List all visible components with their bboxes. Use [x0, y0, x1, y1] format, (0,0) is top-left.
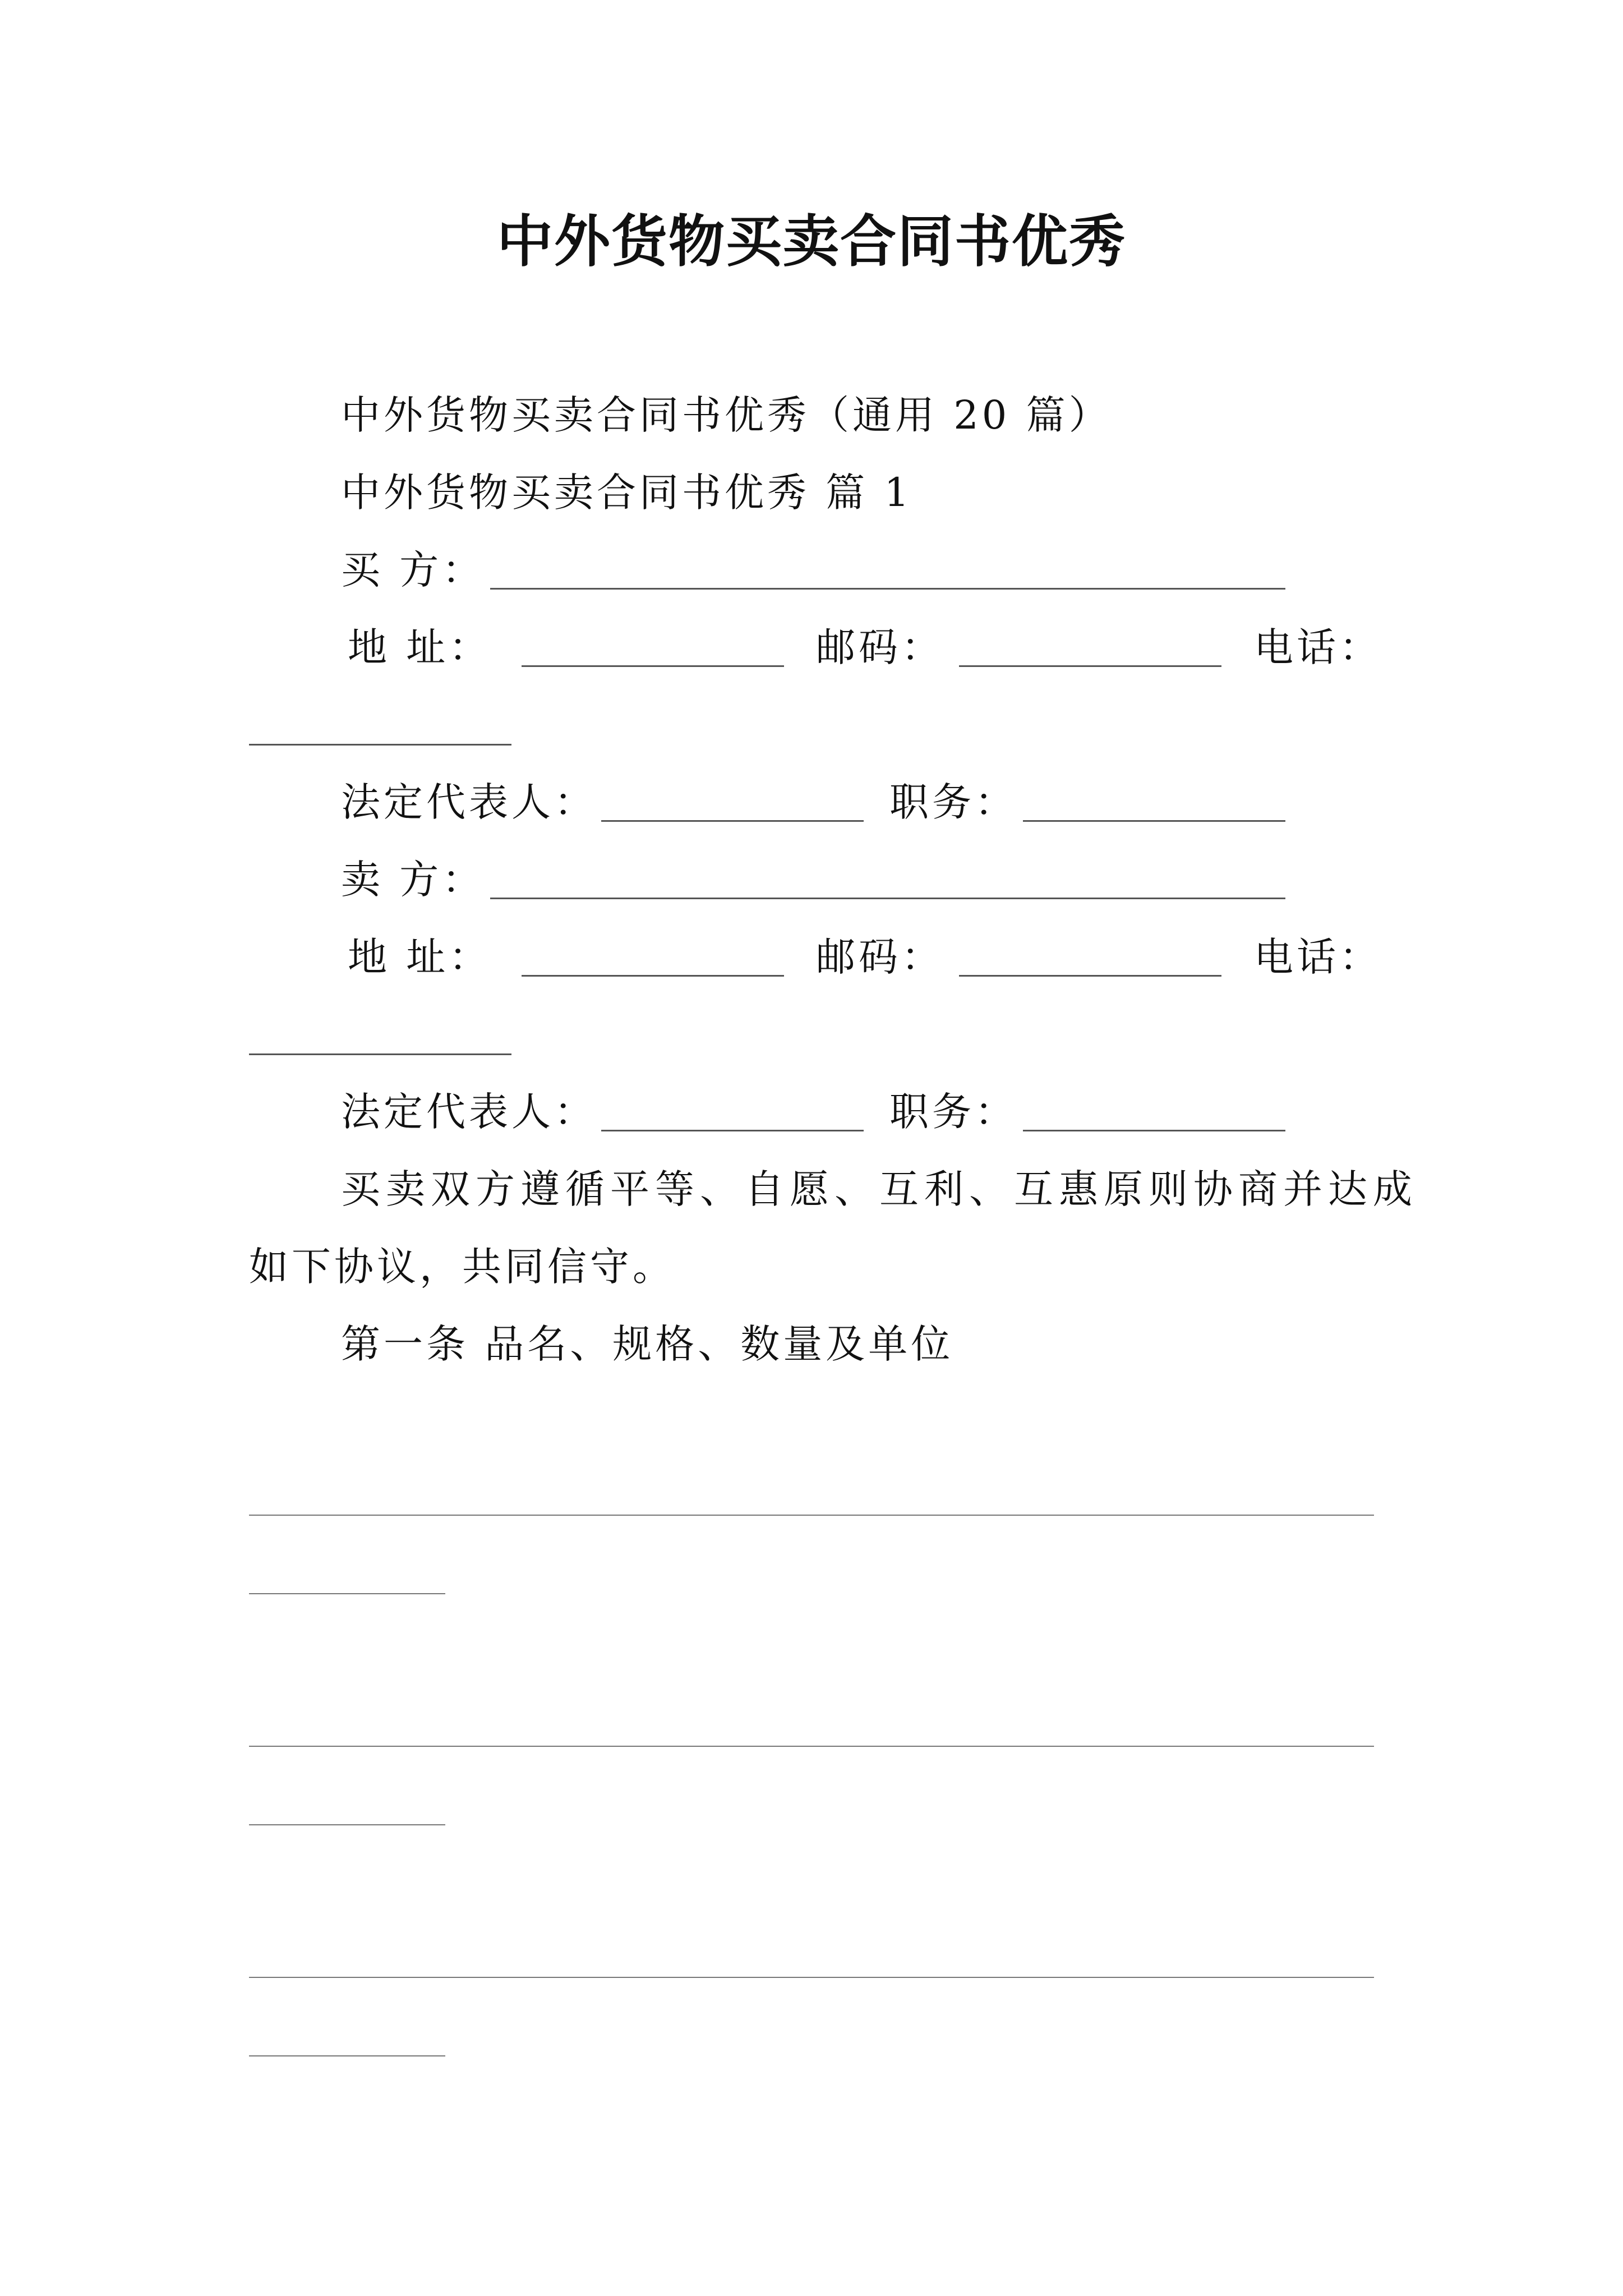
clause1-fill-line: [249, 2055, 445, 2056]
seller-postcode-blank: [959, 975, 1221, 977]
buyer-position-blank: [1023, 820, 1285, 822]
agreement-paragraph-line1: 买卖双方遵循平等、自愿、互利、互惠原则协商并达成: [341, 1166, 1418, 1212]
buyer-representative-blank: [601, 820, 864, 822]
document-subtitle: 中外货物买卖合同书优秀（通用 20 篇）: [341, 392, 1112, 438]
article-heading: 中外货物买卖合同书优秀 篇 1: [341, 470, 913, 516]
clause1-fill-line: [249, 1515, 1374, 1516]
seller-phone-blank: [249, 1053, 511, 1055]
page-title: 中外货物买卖合同书优秀: [497, 208, 1126, 274]
agreement-paragraph-line2: 如下协议，共同信守。: [249, 1244, 675, 1290]
buyer-label: 买 方：: [341, 547, 485, 593]
buyer-postcode-label: 邮码：: [816, 624, 944, 670]
clause1-fill-line: [249, 1824, 445, 1825]
clause1-fill-line: [249, 1977, 1374, 1978]
seller-name-blank: [490, 898, 1285, 899]
clause1-fill-line: [249, 1593, 445, 1594]
buyer-name-blank: [490, 588, 1285, 590]
buyer-phone-blank: [249, 744, 511, 746]
buyer-phone-label: 电话：: [1254, 624, 1382, 670]
clause1-heading: 第一条 品名、规格、数量及单位: [341, 1321, 954, 1367]
seller-address-blank: [522, 975, 784, 977]
clause1-fill-line: [249, 1746, 1374, 1747]
buyer-representative-label: 法定代表人：: [341, 779, 597, 825]
seller-phone-label: 电话：: [1254, 934, 1382, 980]
seller-postcode-label: 邮码：: [816, 934, 944, 980]
buyer-position-label: 职务：: [889, 779, 1017, 825]
seller-representative-blank: [601, 1130, 864, 1131]
buyer-address-label: 地 址：: [348, 624, 492, 670]
buyer-address-blank: [522, 665, 784, 667]
seller-position-label: 职务：: [889, 1089, 1017, 1135]
buyer-postcode-blank: [959, 665, 1221, 667]
seller-position-blank: [1023, 1130, 1285, 1131]
seller-label: 卖 方：: [341, 857, 485, 903]
seller-representative-label: 法定代表人：: [341, 1089, 597, 1135]
seller-address-label: 地 址：: [348, 934, 492, 980]
